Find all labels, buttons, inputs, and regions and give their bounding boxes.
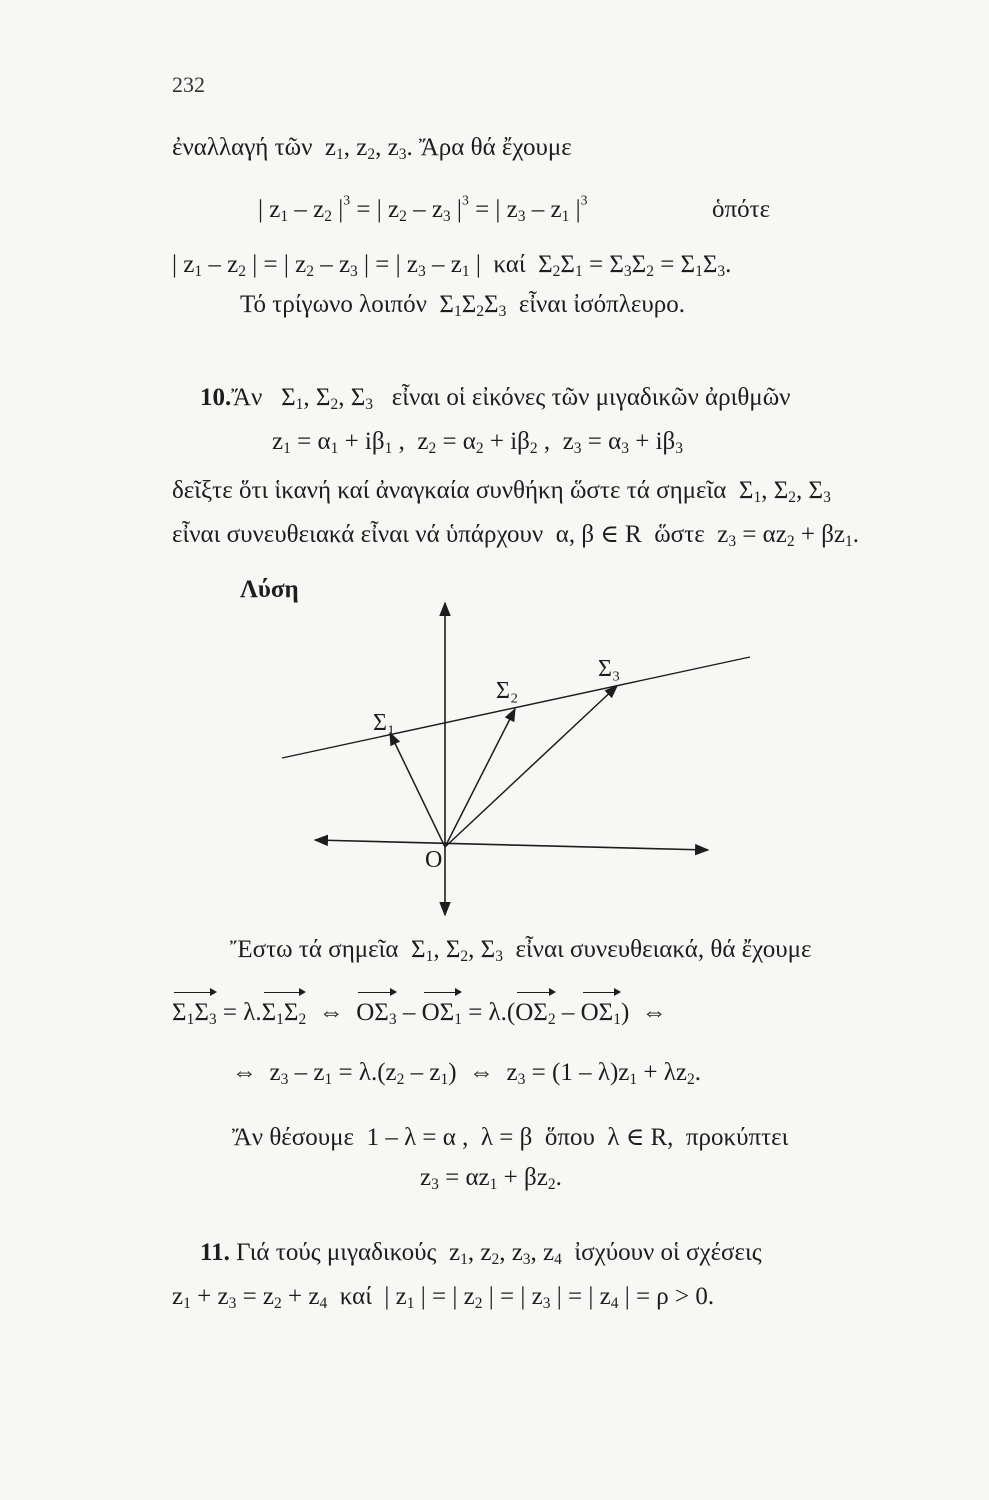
intro-equation-abs: | $z_1 - z_2$ | = | $z_2 - z_3$ | = | $z_3 - z_1$ | καί $\Sigma_2\Sigma_1 = \Sigma_3\Sigma_2 = \Sigma_1\Sigma_3$. bbox=[172, 251, 732, 280]
vector-os1 bbox=[390, 733, 445, 847]
page-number: 232 bbox=[172, 72, 205, 97]
problem-11-line-2: $z_1 + z_3 = z_2 + z_4$ καί | $z_1$ | = | $z_2$ | = | $z_3$ | = | $z_4$ | = ρ > 0. bbox=[172, 1283, 715, 1312]
problem-10-line-3-text: δεῖξτε ὅτι ἱκανή καί ἀναγκαία συνθήκη ὥστε τά σημεῖα bbox=[172, 477, 727, 504]
problem-11-line-1-text: Γιά τούς μιγαδικούς bbox=[236, 1239, 437, 1266]
vector-os2 bbox=[445, 709, 515, 847]
intro-line-1: ἐναλλαγή τῶν $z_1$, $z_2$, $z_3$. Ἄρα θά ἔχουμε bbox=[172, 134, 572, 163]
intro-conclusion-end: εἶναι ἰσόπλευρο. bbox=[518, 291, 685, 318]
solution-results: προκύπτει bbox=[685, 1124, 789, 1151]
problem-11-line-1-tail: ἰσχύουν οἱ σχέσεις bbox=[574, 1239, 762, 1266]
solution-complex-equation: ⇔ $z_3 - z_1 = \lambda.(z_2 - z_1)$ ⇔ $z_3 = (1 - \lambda)z_1 + \lambda z_2$. bbox=[232, 1059, 701, 1088]
problem-10-line-3: δεῖξτε ὅτι ἱκανή καί ἀναγκαία συνθήκη ὥστε τά σημεῖα $\Sigma_1$, $\Sigma_2$, $\Sigma_3$ bbox=[172, 477, 831, 506]
collinear-line bbox=[282, 657, 750, 758]
label-sigma-1: Σ₁ bbox=[373, 710, 396, 736]
solution-line-1: Ἔστω τά σημεῖα $\Sigma_1$, $\Sigma_2$, $\Sigma_3$ εἶναι συνευθειακά, θά ἔχουμε bbox=[230, 936, 812, 965]
intro-equation-cubed: | $z_1 - z_2$ $|^3$ = | $z_2 - z_3$ $|^3$ = | $z_3 - z_1$ $|^3$ bbox=[258, 192, 588, 225]
problem-10-so-that: ὥστε bbox=[654, 521, 705, 548]
solution-line-1-text: Ἔστω τά σημεῖα bbox=[230, 936, 399, 963]
intro-hence-word: ὁπότε bbox=[712, 196, 771, 223]
intro-line-1-tail: . Ἄρα θά ἔχουμε bbox=[406, 134, 572, 161]
intro-and-word: καί bbox=[493, 251, 526, 278]
label-sigma-3: Σ₃ bbox=[598, 656, 621, 682]
solution-title: Λύση bbox=[240, 576, 299, 603]
problem-11-number: 11. bbox=[200, 1239, 230, 1266]
solution-result-equation: $z_3 = \alpha z_1 + \beta z_2$. bbox=[420, 1164, 562, 1193]
intro-conclusion: Τό τρίγωνο λοιπόν $\Sigma_1\Sigma_2\Sigma_3$ εἶναι ἰσόπλευρο. bbox=[240, 291, 685, 320]
solution-substitution: Ἄν θέσουμε 1 – λ = α , λ = β ὅπου λ ∈ R, προκύπτει bbox=[232, 1124, 789, 1151]
problem-10-line-1-text: εἶναι οἱ εἰκόνες τῶν μιγαδικῶν ἀριθμῶν bbox=[391, 384, 791, 411]
label-origin: O bbox=[425, 847, 443, 873]
problem-11-and: καί bbox=[339, 1283, 372, 1310]
solution-where: ὅπου bbox=[544, 1124, 595, 1151]
solution-if-we-set: Ἄν θέσουμε bbox=[232, 1124, 355, 1151]
problem-10-definitions: $z_1 = \alpha_1 + i\beta_1$ , $z_2 = \alpha_2 + i\beta_2$ , $z_3 = \alpha_3 + i\beta_3$ bbox=[272, 428, 683, 457]
intro-conclusion-text: Τό τρίγωνο λοιπόν bbox=[240, 291, 427, 318]
problem-10-if: Ἄν bbox=[231, 384, 263, 411]
x-axis bbox=[315, 840, 708, 850]
solution-vector-equation: $\Sigma_1\Sigma_3 = \lambda.\Sigma_1\Sigma_2$ ⇔ $O\Sigma_3 - O\Sigma_1 = \lambda.(O\Sigma_2 - O\Sigma_1)$ ⇔ bbox=[172, 999, 667, 1028]
intro-line-1-text: ἐναλλαγή τῶν bbox=[172, 134, 313, 161]
vector-os3 bbox=[445, 686, 617, 847]
problem-11-line-1: 11. Γιά τούς μιγαδικούς $z_1$, $z_2$, $z_3$, $z_4$ ἰσχύουν οἱ σχέσεις bbox=[200, 1239, 762, 1268]
vector-diagram bbox=[270, 595, 760, 925]
solution-line-1-tail: εἶναι συνευθειακά, θά ἔχουμε bbox=[515, 936, 812, 963]
label-sigma-2: Σ₂ bbox=[496, 678, 519, 704]
problem-10-line-1: 10.Ἄν $\Sigma_1$, $\Sigma_2$, $\Sigma_3$ εἶναι οἱ εἰκόνες τῶν μιγαδικῶν ἀριθμῶν bbox=[200, 384, 791, 413]
problem-10-line-4: εἶναι συνευθειακά εἶναι νά ὑπάρχουν α, β ∈ R ὥστε $z_3 = \alpha z_2 + \beta z_1$. bbox=[172, 521, 860, 550]
problem-10-number: 10. bbox=[200, 384, 232, 411]
problem-10-line-4-text: εἶναι συνευθειακά εἶναι νά ὑπάρχουν bbox=[172, 521, 544, 548]
